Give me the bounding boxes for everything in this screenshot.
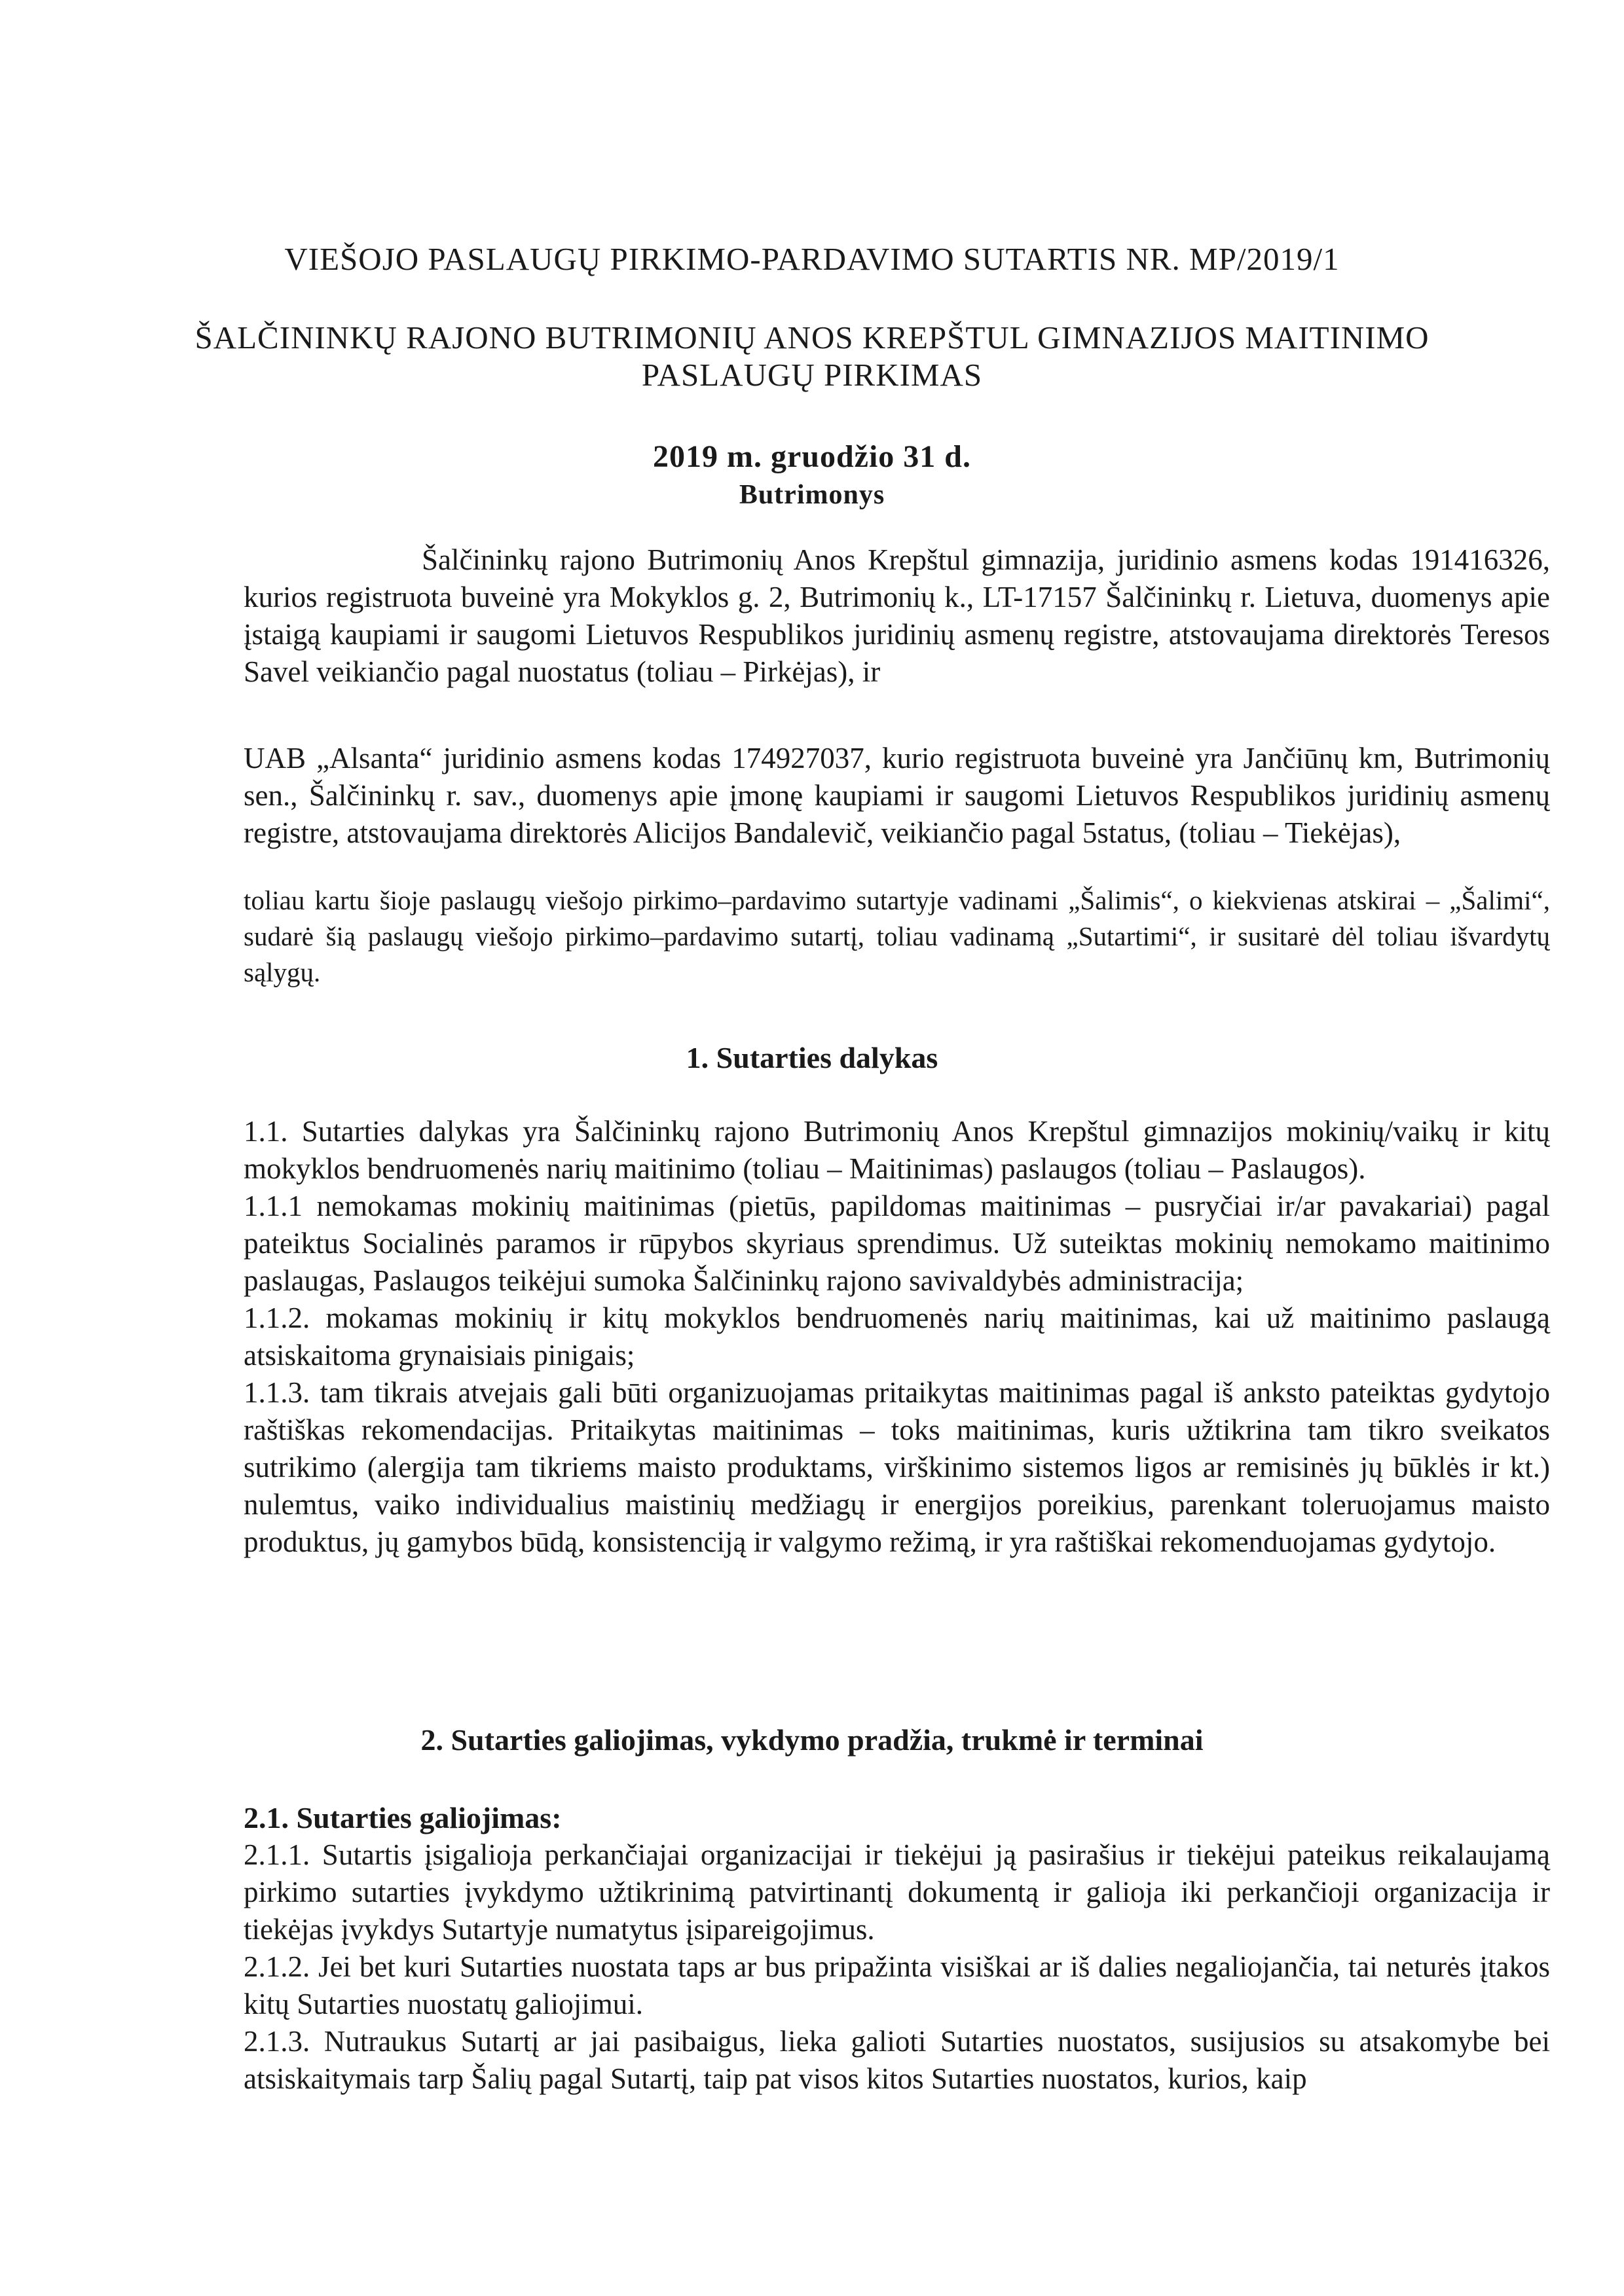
contract-date: 2019 m. gruodžio 31 d. [652, 439, 971, 474]
parties-together-text: toliau kartu šioje paslaugų viešojo pirkimo–pardavimo sutartyje vadinami „Šalimis“, o kiekvienas atskirai – „Šalimi“, sudarė šią paslaugų viešojo pirkimo–pardavimo sutartį, toliau vadinamą „Sutartimi“, ir susitarė dėl toliau išvardytų sąlygų. [244, 885, 1550, 987]
supplier-text: UAB „Alsanta“ juridinio asmens kodas 174927037, kurio registruota buveinė yra Jančiūnų km, Butrimonių sen., Šalčininkų r. sav., duomenys apie įmonę kaupiami ir saugomi Lietuvos Respublikos juridinių asmenų registre, atstovaujama direktorės Alicijos Bandalevič, veikiančio pagal 5status, (toliau – Tiekėjas), [244, 742, 1550, 849]
subject-title-line1: ŠALČININKŲ RAJONO BUTRIMONIŲ ANOS KREPŠTUL GIMNAZIJOS MAITINIMO [194, 319, 1430, 355]
section1-heading: 1. Sutarties dalykas [686, 1041, 938, 1074]
section2-body [244, 1799, 1550, 2098]
subject-title-line2: PASLAUGŲ PIRKIMAS [641, 357, 983, 393]
clause-1-1-3: 1.1.3. tam tikrais atvejais gali būti organizuojamas pritaikytas maitinimas pagal iš anksto pateiktas gydytojo raštiškas rekomendacijas. Pritaikytas maitinimas – toks maitinimas, kuris užtikrina tam tikro sveikatos sutrikimo (alergija tam tikriems maisto produktams, virškinimo sistemos ligos ar remisinės jų būklės ir kt.) nulemtus, vaiko individualius maistinių medžiagų ir energijos poreikius, parenkant toleruojamus maisto produktus, jų gamybos būdą, konsistenciją ir valgymo režimą, ir yra raštiškai rekomenduojamas gydytojo. [244, 1376, 1550, 1558]
buyer-text: Šalčininkų rajono Butrimonių Anos Krepštul gimnazija, juridinio asmens kodas 191416326, kurios registruota buveinė yra Mokyklos g. 2, Butrimonių k., LT-17157 Šalčininkų r. Lietuva, duomenys apie įstaigą kaupiami ir saugomi Lietuvos Respublikos juridinių asmenų registre, atstovaujama direktorės Teresos Savel veikiančio pagal nuostatus (toliau – Pirkėjas), ir [244, 543, 1550, 688]
section1-body [244, 1113, 1550, 1561]
parties-together-paragraph [244, 883, 1550, 991]
clause-2-1-1: 2.1.1. Sutartis įsigalioja perkančiajai organizacijai ir tiekėjui ją pasirašius ir tiekėjui pateikus reikalaujamą pirkimo sutarties įvykdymo užtikrinimą patvirtinantį dokumentą ir galioja iki perkančioji organizacija ir tiekėjas įvykdys Sutartyje numatytus įsipareigojimus. [244, 1838, 1550, 1946]
clause-1-1: 1.1. Sutarties dalykas yra Šalčininkų rajono Butrimonių Anos Krepštul gimnazijos mokinių/vaikų ir kitų mokyklos bendruomenės narių maitinimo (toliau – Maitinimas) paslaugos (toliau – Paslaugos). [244, 1115, 1550, 1185]
clause-1-1-2: 1.1.2. mokamas mokinių ir kitų mokyklos bendruomenės narių maitinimas, kai už maitinimo paslaugą atsiskaitoma grynaisiais pinigais; [244, 1302, 1550, 1372]
section2-subheading: 2.1. Sutarties galiojimas: [244, 1801, 562, 1834]
buyer-paragraph [244, 541, 1550, 691]
clause-2-1-2: 2.1.2. Jei bet kuri Sutarties nuostata taps ar bus pripažinta visiškai ar iš dalies negaliojančia, tai neturės įtakos kitų Sutarties nuostatų galiojimui. [244, 1950, 1550, 2020]
contract-title: VIEŠOJO PASLAUGŲ PIRKIMO-PARDAVIMO SUTARTIS NR. MP/2019/1 [284, 241, 1340, 277]
contract-place: Butrimonys [739, 480, 885, 510]
supplier-paragraph [244, 740, 1550, 852]
section2-heading: 2. Sutarties galiojimas, vykdymo pradžia, trukmė ir terminai [420, 1723, 1204, 1757]
clause-1-1-1: 1.1.1 nemokamas mokinių maitinimas (pietūs, papildomas maitinimas – pusryčiai ir/ar pavakariai) pagal pateiktus Socialinės paramos ir rūpybos skyriaus sprendimus. Už suteiktas mokinių nemokamo maitinimo paslaugas, Paslaugos teikėjui sumoka Šalčininkų rajono savivaldybės administracija; [244, 1190, 1550, 1297]
clause-2-1-3: 2.1.3. Nutraukus Sutartį ar jai pasibaigus, lieka galioti Sutarties nuostatos, susijusios su atsakomybe bei atsiskaitymais tarp Šalių pagal Sutartį, taip pat visos kitos Sutarties nuostatos, kurios, kaip [244, 2025, 1550, 2095]
